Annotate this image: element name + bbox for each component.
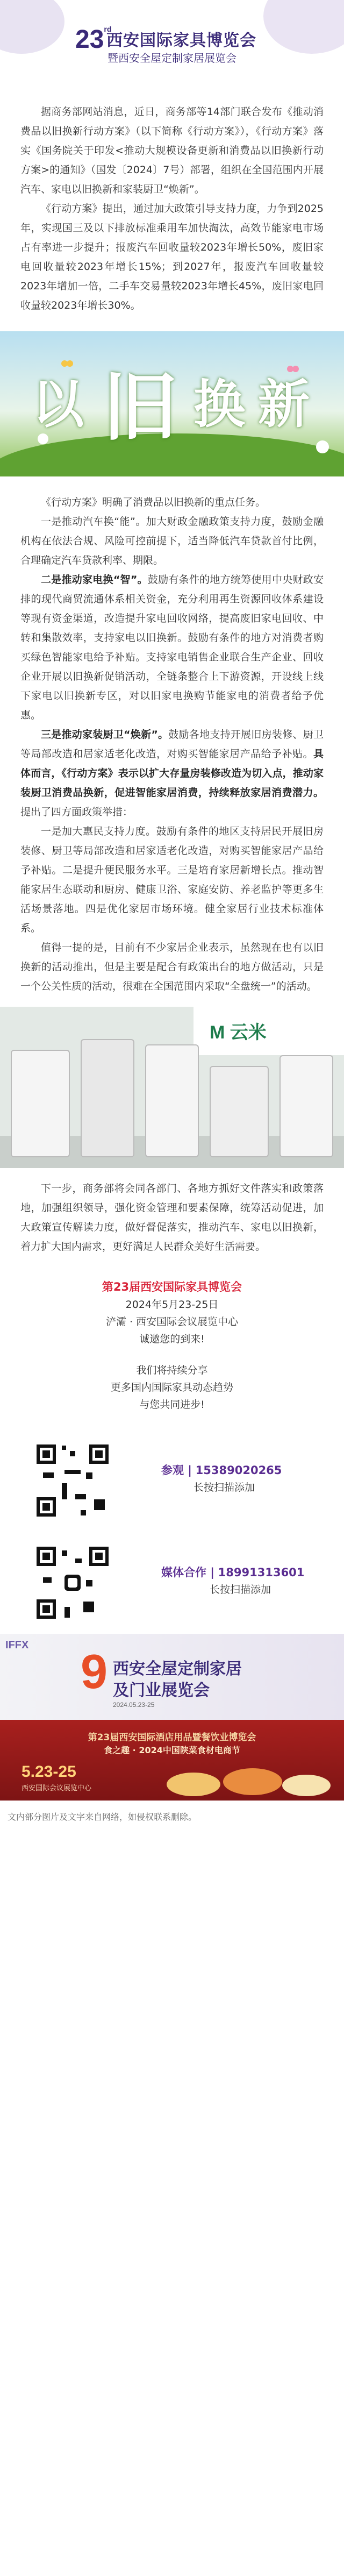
paragraph: 一是加大惠民支持力度。鼓励有条件的地区支持居民开展旧房装修、厨卫等局部改造和居家适老化改造，对购买智能家居产品给予补贴。二是提升便民服务水平。三是培育家居新增长点。推动智能家居生态联动和厨房、健康卫浴、家庭安防、养老监护等更多生活场景落地。四是优化家居市场环境。健全家居行业技术标准体系。 (20, 826, 324, 934)
slogan-char: 新 (258, 374, 310, 435)
disclaimer: 文内部分图片及文字来自网络，如侵权联系删除。 (8, 1812, 197, 1822)
banner-date: 2024.05.23-25 (113, 1701, 155, 1709)
banner-subtitle: 食之趣 · 2024中国陕菜食材电商节 (104, 1745, 240, 1755)
expo-info-title: 第23届西安国际家具博览会 (102, 1280, 242, 1293)
contact-visit (161, 1462, 282, 1496)
paragraph: 值得一提的是，目前有不少家居企业表示，虽然现在也有以旧换新的活动推出，但是主要是配合有政策出台的地方做活动，只是一个公关性质的活动，很难在全国范围内采取“全盘统一”的活动。 (20, 942, 324, 992)
paragraph: 《行动方案》明确了消费品以旧换新的重点任务。 (41, 496, 266, 508)
appliance (280, 1055, 333, 1157)
expo-venue: 浐灞 · 西安国际会议展览中心 (105, 1316, 239, 1328)
closing-line: 我们将持续分享 (136, 1364, 208, 1376)
paragraph: 《行动方案》提出，通过加大政策引导支持力度，力争到2025年，实现国三及以下排放标准乘用车加快淘汰，高效节能家电市场占有率进一步提升；报废汽车回收量较2023年增长50%，废旧家电回收量较2023年增长15%；到2027年，报废汽车回收量较2023年增加一倍，二手车交易量较2023年增长45%，废旧家电回收量较2023年增长30%。 (20, 203, 324, 311)
article-body-1 (0, 102, 344, 315)
expo-edition-number: 23rd (75, 25, 112, 54)
paragraph-body: 鼓励有条件的地方统筹使用中央财政安排的现代商贸流通体系相关资金，充分利用再生资源回收体系建设等现有资金渠道，改造提升家电回收网络，提高废旧家电回收、中转和集散效率，支持家电以旧换新。鼓励有条件的地方对消费者购买绿色智能家电给予补贴。支持家电销售企业联合生产企业、回收企业开展以旧换新促销活动，全链条整合上下游资源，开设线上线下家电以旧换新专区，对以旧家电换购节能家电的消费者给予优惠。 (20, 574, 324, 721)
paragraph: 一是推动汽车换“能”。加大财政金融政策支持力度，鼓励金融机构在依法合规、风险可控前提下，适当降低汽车贷款首付比例，合理确定汽车贷款利率、期限。 (20, 516, 324, 566)
appliance-store-photo (0, 1007, 344, 1168)
qr-code[interactable] (32, 1542, 113, 1623)
store-sign: M 云米 (210, 1022, 267, 1043)
slogan-char: 换 (194, 374, 245, 435)
closing-line: 与您共同进步! (139, 1399, 205, 1411)
paragraph: 下一步，商务部将会同各部门、各地方抓好文件落实和政策落地，加强组织领导，强化资金管理和要素保障，统筹活动促进，加大政策宣传解读力度，做好督促落实，推动汽车、家电以旧换新，着力扩大国内需求，更好满足人民群众美好生活需要。 (20, 1183, 324, 1253)
paragraph-emphasis: 具体而言，《行动方案》表示以扩大存量房装修改造为切入点，推动家装厨卫消费品换新，促进智能家居消费，持续释放家居消费潜力。 (20, 748, 324, 799)
paragraph (20, 570, 324, 725)
paragraph-body: 鼓励各地支持开展旧房装修、厨卫等局部改造和居家适老化改造，对购买智能家居产品给予补贴。 (20, 729, 324, 760)
paragraph-body: 提出了四方面政策举措： (20, 806, 133, 818)
banner-venue: 西安国际会议展览中心 (22, 1784, 92, 1792)
slogan-char: 旧 (102, 364, 178, 452)
qr-code[interactable] (32, 1440, 113, 1521)
banner-title: 第23届西安国际酒店用品暨餐饮业博览会 (88, 1732, 256, 1743)
paragraph-lead: 三是推动家装厨卫“焕新”。 (41, 729, 169, 741)
header-banner (0, 0, 344, 97)
slogan-char: 以 (32, 374, 84, 435)
decor-blob (263, 0, 344, 54)
article-body-3 (0, 1179, 344, 1256)
contact-phone[interactable]: 15389020265 (195, 1464, 282, 1477)
appliance (145, 1044, 199, 1157)
contact-label: 参观 | (161, 1464, 192, 1477)
banner-date: 5.23-25 (22, 1763, 76, 1781)
contact-phone[interactable]: 18991313601 (218, 1566, 305, 1579)
decor-blob (0, 0, 64, 54)
paragraph-lead: 二是推动家电换“智”。 (41, 574, 148, 586)
closing-line: 更多国内国际家具动态趋势 (110, 1382, 233, 1393)
banner-title: 及门业展览会 (113, 1681, 210, 1700)
contact-hint: 长按扫描添加 (210, 1584, 271, 1596)
banner-title: 西安全屋定制家居 (113, 1660, 242, 1678)
iffx-logo: IFFX (5, 1639, 29, 1651)
hotel-expo-banner[interactable] (0, 1720, 344, 1801)
contact-section (0, 1440, 344, 1634)
trade-in-illustration (0, 331, 344, 476)
appliance (81, 1039, 134, 1157)
paragraph: 据商务部网站消息，近日，商务部等14部门联合发布《推动消费品以旧换新行动方案》（以下简称《行动方案》），《行动方案》落实《国务院关于印发<推动大规模设备更新和消费品以旧换新行动方案>的通知》（国发〔2024〕7号）部署，组织在全国范围内开展汽车、家电以旧换新和家装厨卫“焕新”。 (20, 106, 324, 195)
expo-title: 西安国际家具博览会 (106, 31, 256, 50)
contact-label: 媒体合作 | (161, 1566, 214, 1579)
article-body-2 (0, 493, 344, 996)
expo-info (0, 1278, 344, 1413)
expo-invite: 诚邀您的到来! (139, 1333, 205, 1345)
contact-media (161, 1564, 304, 1598)
appliance (11, 1050, 70, 1157)
appliance (210, 1066, 269, 1157)
contact-hint: 长按扫描添加 (194, 1482, 255, 1493)
custom-home-expo-banner[interactable] (0, 1634, 344, 1720)
paragraph (20, 725, 324, 822)
edition-number: 9 (81, 1645, 108, 1699)
expo-date: 2024年5月23-25日 (125, 1299, 219, 1311)
expo-subtitle: 暨西安全屋定制家居展览会 (108, 52, 236, 65)
food-decor (161, 1757, 333, 1801)
